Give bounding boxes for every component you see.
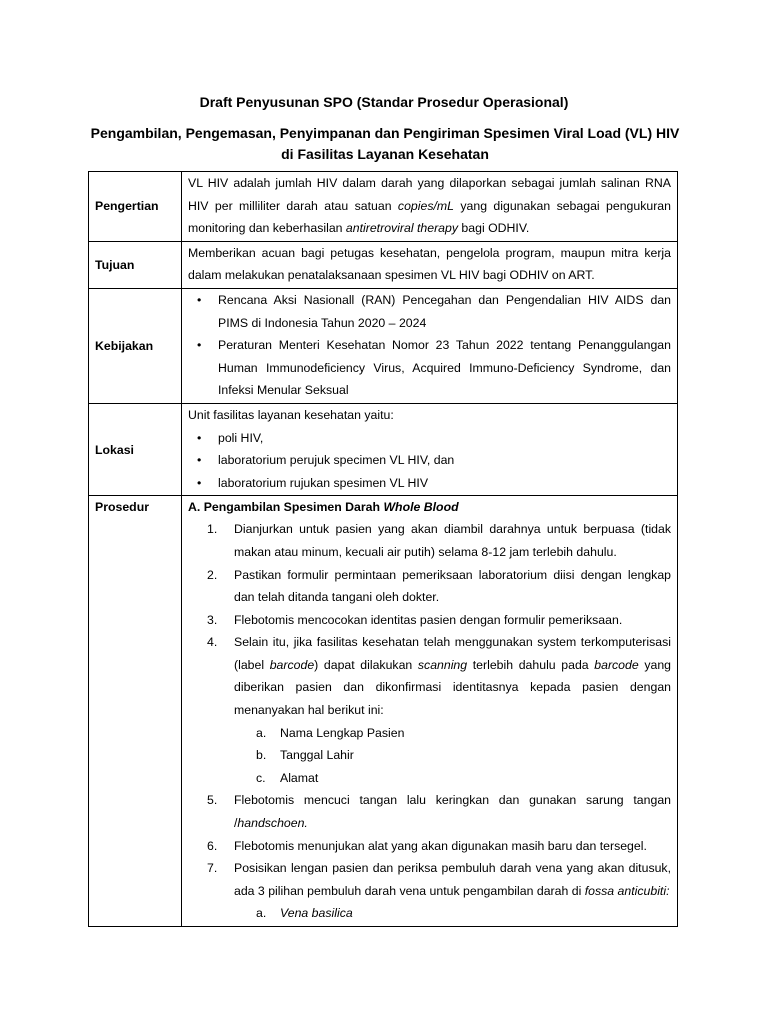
label-prosedur: Prosedur	[89, 496, 182, 927]
sub-item	[234, 902, 671, 925]
step-item	[188, 631, 671, 789]
list-item: • Rencana Aksi Nasionall (RAN) Pencegahan dan Pengendalian HIV AIDS dan PIMS di Indonesia Tahun 2020 – 2024	[188, 289, 671, 334]
label-pengertian: Pengertian	[89, 172, 182, 242]
sub-list	[234, 902, 671, 925]
sub-item	[234, 722, 671, 745]
step-item	[188, 857, 671, 925]
step-item	[188, 609, 671, 632]
document-title: Draft Penyusunan SPO (Standar Prosedur Operasional)	[199, 94, 569, 110]
step-number: 5.	[207, 793, 218, 808]
row-prosedur	[89, 496, 678, 927]
sub-text: Nama Lengkap Pasien	[280, 725, 405, 740]
spo-table	[88, 171, 678, 927]
step-italic: barcode	[269, 657, 315, 672]
row-kebijakan	[89, 288, 678, 403]
list-item: • laboratorium rujukan spesimen VL HIV	[188, 472, 671, 495]
procedure-steps	[188, 518, 671, 925]
step-number: 6.	[207, 838, 218, 853]
heading-text: A. Pengambilan Spesimen Darah	[188, 500, 384, 515]
pengertian-text	[182, 172, 678, 242]
step-text: Flebotomis mencocokan identitas pasien dengan formulir pemeriksaan.	[234, 612, 623, 627]
step-number: 1.	[207, 522, 218, 537]
lokasi-intro: Unit fasilitas layanan kesehatan yaitu:	[188, 407, 394, 422]
sub-text: Tanggal Lahir	[280, 748, 354, 763]
sub-letter: a.	[256, 725, 267, 740]
text-italic: antiretroviral therapy	[345, 221, 459, 236]
step-text: terlebih dahulu pada	[467, 657, 595, 672]
step-number: 3.	[207, 612, 218, 627]
sub-text: Vena basilica	[280, 906, 353, 921]
sub-letter: c.	[256, 770, 266, 785]
list-item: • poli HIV,	[188, 427, 671, 450]
step-text: Pastikan formulir permintaan pemeriksaan laboratorium diisi dengan lengkap dan telah ditanda tangani oleh dokter.	[234, 567, 671, 605]
label-tujuan: Tujuan	[89, 241, 182, 288]
step-text: ) dapat dilakukan	[314, 657, 418, 672]
sub-letter: a.	[256, 906, 267, 921]
step-italic: scanning	[417, 657, 468, 672]
step-italic: fossa anticubiti:	[584, 883, 670, 898]
label-lokasi: Lokasi	[89, 403, 182, 495]
step-text: yang diberikan pasien dan dikonfirmasi identitasnya kepada pasien dengan menanyakan hal berikut ini:	[234, 657, 672, 718]
text-italic: copies/mL	[397, 198, 454, 213]
sub-list	[234, 722, 671, 790]
sub-item	[234, 744, 671, 767]
step-item	[188, 789, 671, 834]
step-number: 4.	[207, 635, 218, 650]
step-text: Flebotomis menunjukan alat yang akan digunakan masih baru dan tersegel.	[234, 838, 647, 853]
step-number: 2.	[207, 567, 218, 582]
list-item: • laboratorium perujuk specimen VL HIV, dan	[188, 449, 671, 472]
sub-text: Alamat	[280, 770, 319, 785]
text-segment: yang digunakan sebagai pengukuran monitoring dan keberhasilan	[188, 198, 671, 236]
text-segment: VL HIV adalah jumlah HIV dalam darah yang dilaporkan sebagai jumlah salinan RNA HIV per milliliter darah atau satuan	[188, 176, 671, 213]
label-kebijakan: Kebijakan	[89, 288, 182, 403]
list-item: • Peraturan Menteri Kesehatan Nomor 23 Tahun 2022 tentang Penanggulangan Human Immunodeficiency Virus, Acquired Immuno-Deficiency Syndrome, dan Infeksi Menular Seksual	[188, 334, 671, 402]
step-text: Selain itu, jika fasilitas kesehatan telah menggunakan system terkomputerisasi (label	[234, 635, 671, 672]
tujuan-text: Memberikan acuan bagi petugas kesehatan, pengelola program, maupun mitra kerja dalam melakukan penatalaksanaan spesimen VL HIV bagi ODHIV on ART.	[182, 241, 678, 288]
step-number: 7.	[207, 861, 218, 876]
section-a-heading	[188, 496, 671, 518]
step-text: Posisikan lengan pasien dan periksa pembuluh darah vena yang akan ditusuk, ada 3 pilihan pembuluh darah vena untuk pengambilan darah di	[234, 861, 671, 898]
step-italic: barcode	[594, 657, 639, 672]
row-pengertian	[89, 172, 678, 242]
sub-item	[234, 767, 671, 790]
lokasi-list	[188, 427, 671, 495]
heading-italic: Whole Blood	[383, 500, 459, 515]
step-text: Dianjurkan untuk pasien yang akan diambil darahnya untuk berpuasa (tidak makan atau minum, kecuali air putih) selama 8-12 jam terlebih dahulu.	[234, 522, 671, 559]
kebijakan-list	[188, 289, 671, 402]
step-italic: handschoen.	[237, 816, 308, 831]
row-tujuan	[89, 241, 678, 288]
document-subtitle: Pengambilan, Pengemasan, Penyimpanan dan Pengiriman Spesimen Viral Load (VL) HIV di Fasilitas Layanan Kesehatan	[90, 125, 680, 162]
kebijakan-content	[182, 288, 678, 403]
text-segment: bagi ODHIV.	[458, 221, 530, 236]
step-item	[188, 518, 671, 563]
step-item	[188, 835, 671, 858]
prosedur-content	[182, 496, 678, 927]
step-text: Flebotomis mencuci tangan lalu keringkan dan gunakan sarung tangan /	[234, 793, 671, 831]
row-lokasi	[89, 403, 678, 495]
lokasi-content	[182, 403, 678, 495]
step-item	[188, 564, 671, 609]
sub-letter: b.	[256, 748, 267, 763]
